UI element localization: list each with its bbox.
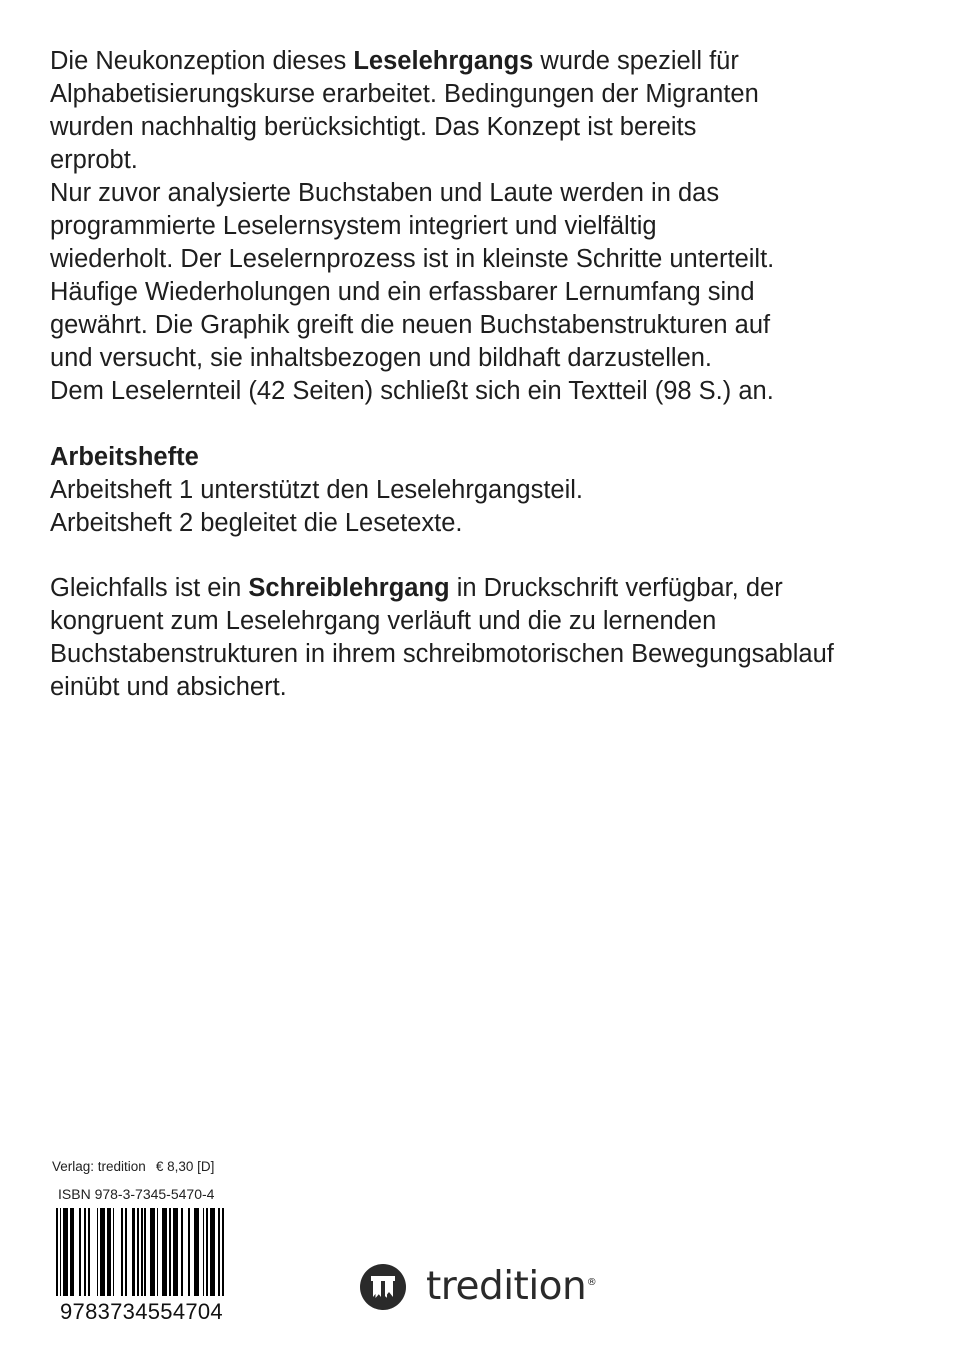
registered-mark: ® <box>586 1277 597 1288</box>
text-line: Die Neukonzeption dieses Leselehrgangs wurde speziell für <box>50 47 739 75</box>
writing-course-paragraph <box>50 572 834 704</box>
tredition-wordmark: tredition ® <box>426 1264 586 1310</box>
text-line: gewährt. Die Graphik greift die neuen Buchstabenstrukturen auf <box>50 311 771 339</box>
price-label: € 8,30 [D] <box>155 1159 215 1174</box>
intro-paragraph <box>50 45 774 408</box>
text-line: Nur zuvor analysierte Buchstaben und Laute werden in das <box>50 179 720 207</box>
text-line: programmierte Leselernsystem integriert und vielfältig <box>50 212 657 240</box>
emphasis-schreiblehrgang: Schreiblehrgang <box>248 574 450 602</box>
barcode <box>56 1208 224 1296</box>
emphasis-leselehrgangs: Leselehrgangs <box>353 47 534 75</box>
workbooks-section <box>50 441 583 540</box>
text-line: einübt und absichert. <box>50 673 287 701</box>
isbn-label: ISBN 978-3-7345-5470-4 <box>58 1186 215 1202</box>
tredition-t-icon <box>360 1264 406 1310</box>
text-line: Gleichfalls ist ein Schreiblehrgang in Druckschrift verfügbar, der <box>50 574 783 602</box>
imprint-line <box>52 1159 214 1174</box>
section-heading: Arbeitshefte <box>50 443 199 471</box>
text-line: erprobt. <box>50 146 138 174</box>
text-line: Dem Leselernteil (42 Seiten) schließt sich ein Textteil (98 S.) an. <box>50 377 774 405</box>
tredition-logo <box>360 1264 597 1310</box>
text-line: Häufige Wiederholungen und ein erfassbarer Lernumfang sind <box>50 278 755 306</box>
barcode-digits: 9783734554704 <box>60 1299 223 1324</box>
text-line: Arbeitsheft 2 begleitet die Lesetexte. <box>50 509 463 537</box>
text-line: und versucht, sie inhaltsbezogen und bildhaft darzustellen. <box>50 344 713 372</box>
text-line: Arbeitsheft 1 unterstützt den Leselehrgangsteil. <box>50 476 583 504</box>
text-line: kongruent zum Leselehrgang verläuft und die zu lernenden <box>50 607 717 635</box>
text-line: Alphabetisierungskurse erarbeitet. Bedingungen der Migranten <box>50 80 759 108</box>
text-line: wurden nachhaltig berücksichtigt. Das Konzept ist bereits <box>50 113 697 141</box>
text-line: wiederholt. Der Leselernprozess ist in kleinste Schritte unterteilt. <box>50 245 775 273</box>
publisher-label: Verlag: tredition <box>52 1159 146 1174</box>
text-line: Buchstabenstrukturen in ihrem schreibmotorischen Bewegungsablauf <box>50 640 834 668</box>
